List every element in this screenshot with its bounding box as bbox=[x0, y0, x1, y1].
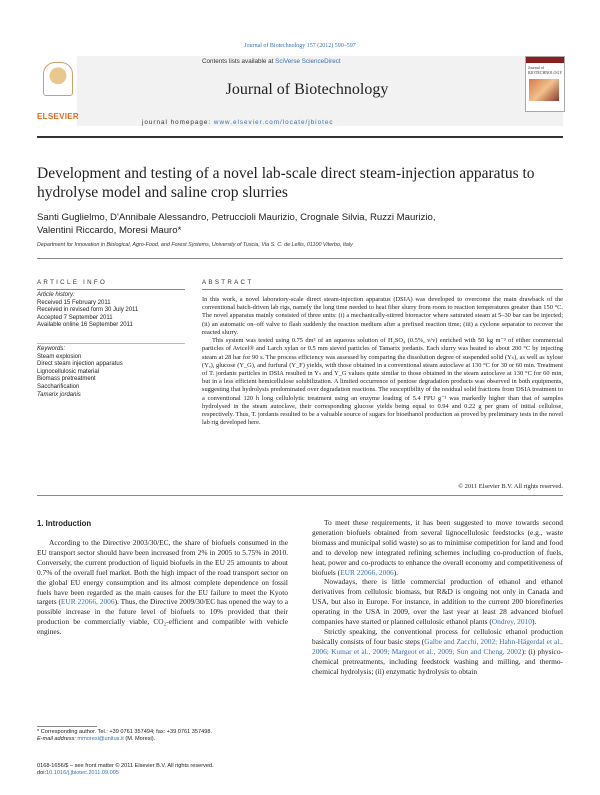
contents-availability bbox=[202, 58, 341, 65]
keyword-item: Lignocellulosic material bbox=[37, 368, 100, 375]
article-title bbox=[37, 164, 563, 202]
intro-p2-text: To meet these requirements, it has been suggested to move towards second generation biofuels obtained from several lignocellulosic feedstocks (e.g., waste biomass and municipal solid waste) so as to minimise competition for land and food and to develop new integrated refining schemes including co-production of fuels, heat, power and co-products to enhance the overall economy and competitiveness of biofuels ( bbox=[312, 518, 563, 577]
email-label: E-mail address: bbox=[37, 736, 78, 743]
title-line-2: hydrolyse model and saline crop slurries bbox=[37, 184, 288, 201]
author-affiliation: Department for Innovation in Biological, Agro-Food, and Forest Systems, University of Tuscia, Via S. C. de Lellis, 01100 Viterbo, Italy bbox=[37, 242, 353, 248]
introduction-heading: 1. Introduction bbox=[37, 519, 92, 528]
reference-links[interactable]: Galbe and Zacchi, 2002; Hahn-Hägerdal et al., 2006; Kumar et al., 2009; Margeot et al., 2009; Sun and Cheng, 2002 bbox=[312, 636, 563, 656]
intro-paragraph-3 bbox=[312, 577, 563, 627]
journal-citation-link[interactable]: Journal of Biotechnology 157 (2012) 590–597 bbox=[244, 43, 356, 49]
authors-line-2: Valentini Riccardo, Moresi Mauro* bbox=[37, 225, 182, 236]
issn-block bbox=[37, 763, 288, 778]
elsevier-logo[interactable] bbox=[37, 56, 77, 126]
keywords-divider bbox=[37, 343, 185, 344]
intro-p3-end: ). bbox=[531, 617, 537, 627]
keyword-item: Steam explosion bbox=[37, 353, 82, 360]
abstract-paragraph-1: In this work, a novel laboratory-scale direct steam-injection apparatus (DSIA) was developed to overcome the main drawback of the conventional batch-driven lab rigs, namely the long time needed to heat fiber slurry from room to reaction temperatures greater than 150 °C. The novel apparatus mainly consisted of three units: (i) a mechanically-stirred bioreactor where saturated steam at 5–30 bar can be injected; (ii) an automatic on–off valve to flash suddenly the reaction medium after a prefixed reaction time; (iii) a cyclone separator to recover the reacted slurry. bbox=[202, 296, 563, 336]
header-divider bbox=[37, 136, 563, 138]
doi-prefix: doi: bbox=[37, 770, 47, 777]
article-history bbox=[37, 292, 185, 330]
history-item: Accepted 7 September 2011 bbox=[37, 314, 113, 321]
body-column-right bbox=[312, 518, 563, 677]
keywords-heading: Keywords: bbox=[37, 346, 66, 352]
history-heading: Article history: bbox=[37, 292, 75, 298]
abstract-copyright: © 2011 Elsevier B.V. All rights reserved. bbox=[458, 483, 563, 490]
intro-paragraph-2 bbox=[312, 518, 563, 577]
history-item: Received 15 February 2011 bbox=[37, 299, 111, 306]
contents-prefix: Contents lists available at bbox=[202, 58, 276, 65]
homepage-link[interactable]: www.elsevier.com/locate/jbiotec bbox=[213, 119, 334, 126]
journal-homepage bbox=[142, 119, 333, 126]
intro-paragraph-1 bbox=[37, 538, 288, 637]
abstract-divider bbox=[202, 289, 563, 290]
email-link[interactable]: mmoresi@unitus.it bbox=[77, 736, 124, 743]
elsevier-tree-icon bbox=[43, 62, 73, 96]
body-column-left bbox=[37, 538, 288, 637]
abstract-bottom-divider bbox=[37, 495, 563, 496]
keyword-item: Saccharification bbox=[37, 383, 80, 390]
history-item: Received in revised form 30 July 2011 bbox=[37, 307, 139, 314]
doi-link[interactable]: 10.1016/j.jbiotec.2011.09.005 bbox=[46, 770, 120, 777]
article-info-divider bbox=[37, 289, 185, 290]
intro-p1-text-b: ). Thus, the Directive 2009/30/EC has opened the way to a possible increase in the future level of biofuels to 10% provided that their production be commercially viable, CO₂-efficient and compatible with vehicle engines. bbox=[37, 597, 288, 637]
intro-paragraph-4 bbox=[312, 627, 563, 677]
keywords-list bbox=[37, 346, 185, 399]
history-item: Available online 16 September 2011 bbox=[37, 322, 133, 329]
journal-title: Journal of Biotechnology bbox=[225, 81, 389, 98]
elsevier-wordmark: ELSEVIER bbox=[37, 112, 79, 121]
title-line-1: Development and testing of a novel lab-scale direct steam-injection apparatus to bbox=[37, 165, 535, 182]
reference-link[interactable]: EUR 22066, 2006 bbox=[60, 597, 115, 607]
email-suffix: (M. Moresi). bbox=[123, 736, 156, 743]
abstract-body bbox=[202, 296, 563, 428]
reference-link[interactable]: Ondrey, 2010 bbox=[491, 617, 532, 627]
authors-line-1: Santi Guglielmo, D'Annibale Alessandro, Petruccioli Maurizio, Crognale Silvia, Ruzzi Maurizio, bbox=[37, 212, 436, 223]
journal-masthead bbox=[37, 56, 563, 126]
email-line bbox=[37, 736, 288, 743]
homepage-prefix: journal homepage: bbox=[142, 119, 214, 126]
keyword-item: Biomass pretreatment bbox=[37, 376, 96, 383]
issn-line: 0168-1656/$ – see front matter © 2011 Elsevier B.V. All rights reserved. bbox=[37, 763, 214, 769]
abstract-label: ABSTRACT bbox=[202, 279, 254, 286]
intro-p2-end: ). bbox=[393, 567, 399, 577]
keyword-item: Direct steam injection apparatus bbox=[37, 361, 123, 368]
doi-line bbox=[37, 770, 288, 777]
intro-p4-end: ): (i) physico-chemical pretreatments, including feedstock washing and milling, and thermo-chemical hydrolysis; (ii) enzymatic hydrolysis to obtain bbox=[312, 646, 563, 676]
affiliation-divider bbox=[37, 258, 563, 259]
author-list bbox=[37, 211, 557, 237]
intro-p1-text-a: According to the Directive 2003/30/EC, the share of biofuels consumed in the EU transport sector should have been increased from 2% in 2005 to 5.75% in 2010. Conversely, the current production of liquid biofuels in the EU 25 amounts to about 0.7% of the overall fuel market. Both the high impact of the road transport sector on the global EU energy consumption and its almost complete dependence on fossil fuels have been regarded as the main causes for the EU failure to meet the Kyoto targets ( bbox=[37, 538, 288, 607]
corresponding-author-footnote bbox=[37, 729, 288, 744]
sciencedirect-link[interactable]: SciVerse ScienceDirect bbox=[275, 58, 341, 65]
intro-p4-text: Strictly speaking, the conventional process for cellulosic ethanol production basically consists of four basic steps ( bbox=[312, 626, 563, 646]
cover-band bbox=[526, 57, 564, 63]
article-info-label: ARTICLE INFO bbox=[37, 279, 108, 286]
reference-link[interactable]: EUR 22066, 2006 bbox=[340, 567, 394, 577]
corresponding-author: * Corresponding author. Tel.: +39 0761 357494; fax: +39 0761 357498. bbox=[37, 729, 212, 735]
cover-image bbox=[529, 79, 559, 101]
keyword-item: Tamarix jordanis bbox=[37, 391, 81, 398]
journal-cover-thumbnail[interactable] bbox=[525, 56, 565, 112]
footnote-divider bbox=[37, 726, 97, 727]
intro-p3-text: Nowadays, there is little commercial production of ethanol and ethanol derivatives from cellulosic biomass, but R&D is ongoing not only in Canada and USA, but also in Europe. For instance, in addition to the current 200 biorefineries operating in the USA in 2009, over the last year at least 28 advanced biofuel companies have started or planned cellulosic ethanol plants ( bbox=[312, 577, 563, 627]
cover-title: Journal of BIOTECHNOLOGY bbox=[528, 65, 563, 75]
abstract-paragraph-2: This system was tested using 0.75 dm³ of an aqueous solution of H₂SO₄ (0.5%, v/v) enriched with 50 kg m⁻³ of either commercial particles of Avicel® and Larch xylan or 0.5 mm sieved particles of Tamarix jordanis. Each slurry was heated to about 200 °C by injecting steam at 28 bar for 90 s. The process efficiency was assessed by comparing the dissolution degree of suspended solid (Yₛ), as well as xylose (Yₓ), glucose (Y_G), and furfural (Y_F) yields, with those obtained in a conventional steam autoclave at 130 °C for 30 or 60 min. Treatment of T. jordanis particles in DSIA resulted in Yₛ and Y_G values quite similar to those obtained in the steam autoclave at 130 °C for 60 min, but in a less efficient hemicellulose solubilization. A limited occurrence of pentose degradation products was observed in both equipments, suggesting that hydrolysis predominated over degradation reactions. The susceptibility of the residual solid fractions from DSIA treatment to a conventional 120 h long cellulolytic treatment using an enzyme loading of 5.4 FPU g⁻¹ was markedly higher than that of samples hydrolysed in the steam autoclave, their corresponding glucose yields being equal to 0.94 and 0.22 g per gram of initial cellulose, respectively. Thus, T. jordanis resulted to be a valuable source of sugars for bioethanol production as proved by preliminary tests in the novel lab rig developed here. bbox=[202, 337, 563, 427]
